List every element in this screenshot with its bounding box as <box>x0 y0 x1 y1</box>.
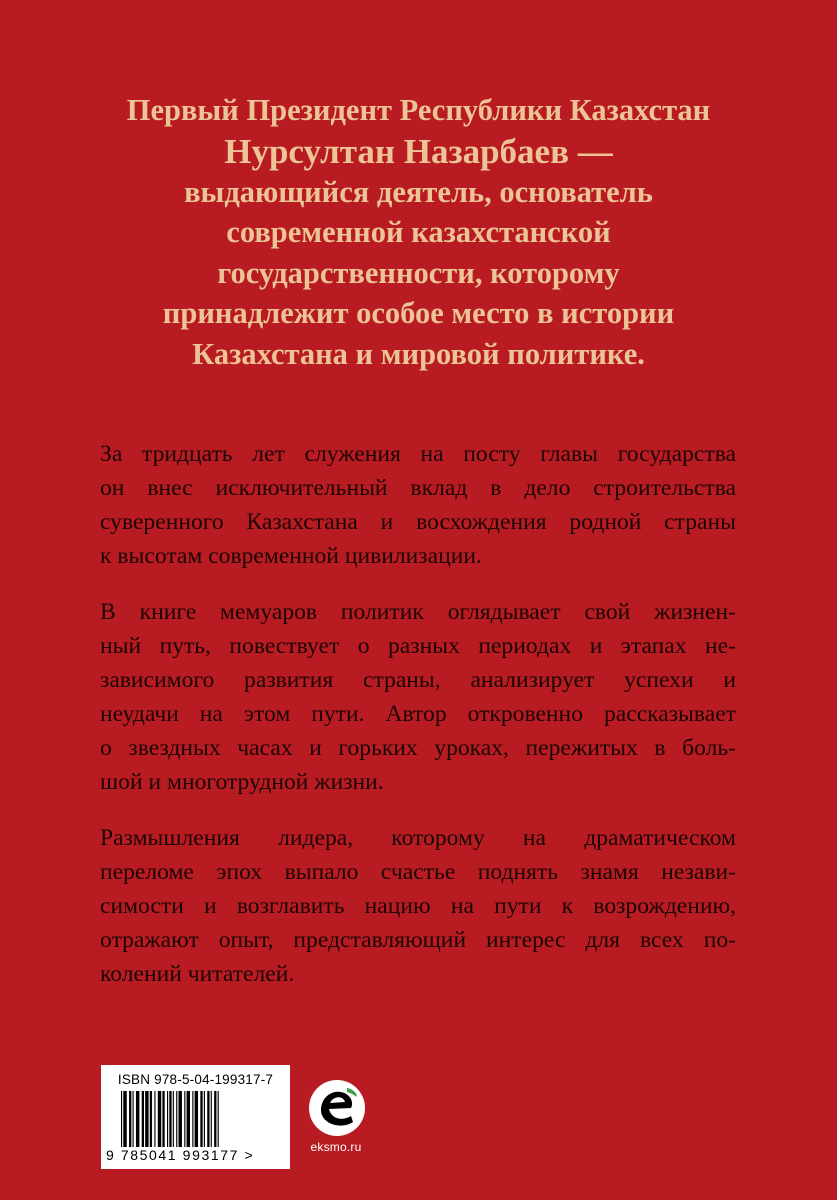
barcode-bar <box>154 1091 155 1147</box>
barcode-bar <box>136 1091 139 1147</box>
barcode-bar <box>121 1091 122 1147</box>
barcode-bar <box>173 1091 174 1147</box>
text-line: о звездных часах и горьких уроках, пережитых в боль- <box>100 735 736 761</box>
barcode-bar <box>200 1091 202 1147</box>
barcode-bar <box>218 1091 219 1147</box>
barcode-bar <box>129 1091 131 1147</box>
paragraph-2 <box>100 595 736 799</box>
barcode-bar <box>133 1091 134 1147</box>
eksmo-e-icon <box>307 1078 367 1138</box>
text-line: симости и возглавить нацию на пути к возрождению, <box>100 893 736 919</box>
barcode-bar <box>195 1091 198 1147</box>
headline-line: государственности, которому <box>217 255 620 290</box>
headline-line: Казахстана и мировой политике. <box>192 336 645 371</box>
paragraph-1 <box>100 437 736 573</box>
text-line: суверенного Казахстана и восхождения родной страны <box>100 509 736 535</box>
barcode-bar <box>176 1091 177 1147</box>
barcode-bar <box>162 1091 164 1147</box>
text-line: к высотам современной цивилизации. <box>100 543 482 569</box>
text-line: отражают опыт, представляющий интерес для всех по- <box>100 927 736 953</box>
barcode-bar <box>145 1091 148 1147</box>
barcode-bar <box>207 1091 209 1147</box>
headline-line: Первый Президент Республики Казахстан <box>126 93 711 127</box>
text-line: В книге мемуаров политик оглядывает свой жизнен- <box>100 599 736 625</box>
headline-line: современной казахстанской <box>226 215 611 249</box>
text-line: неудачи на этом пути. Автор откровенно рассказывает <box>100 701 736 727</box>
barcode-bar <box>142 1091 144 1147</box>
barcode-bar <box>211 1091 212 1147</box>
barcode-bar <box>214 1091 216 1147</box>
headline <box>60 90 777 374</box>
barcode-bar <box>179 1091 182 1147</box>
barcode-bar <box>184 1091 185 1147</box>
barcode-digits: 9 785041 993177 > <box>106 1147 255 1163</box>
text-line: он внес исключительный вклад в дело строительства <box>100 475 736 501</box>
annotation-text <box>100 437 736 1013</box>
barcode-bar <box>167 1091 168 1147</box>
author-name: Нурсултан Назарбаев — <box>224 131 613 171</box>
text-line: переломе эпох выпало счастье поднять знамя незави- <box>100 859 736 885</box>
headline-line: выдающийся деятель, основатель <box>184 174 653 209</box>
barcode-bar <box>150 1091 152 1147</box>
barcode-icon <box>119 1091 274 1147</box>
publisher-site: eksmo.ru <box>310 1140 362 1154</box>
text-line: ный путь, повествует о разных периодах и этапах не- <box>100 633 736 659</box>
isbn-barcode-box <box>101 1065 290 1169</box>
text-line: Размышления лидера, которому на драматическом <box>100 825 736 851</box>
barcode-bar <box>169 1091 171 1147</box>
text-line: колений читателей. <box>100 961 295 987</box>
isbn-label: ISBN 978-5-04-199317-7 <box>117 1072 274 1087</box>
barcode-bar <box>123 1091 126 1147</box>
text-line: шой и многотрудной жизни. <box>100 769 384 795</box>
barcode-bar <box>204 1091 205 1147</box>
headline-line: принадлежит особое место в истории <box>162 296 675 330</box>
barcode-bar <box>158 1091 161 1147</box>
text-line: зависимого развития страны, анализирует успехи и <box>100 667 736 693</box>
text-line: За тридцать лет служения на посту главы государства <box>100 441 736 467</box>
barcode-bar <box>187 1091 190 1147</box>
barcode-bar <box>192 1091 193 1147</box>
paragraph-3 <box>100 821 736 991</box>
